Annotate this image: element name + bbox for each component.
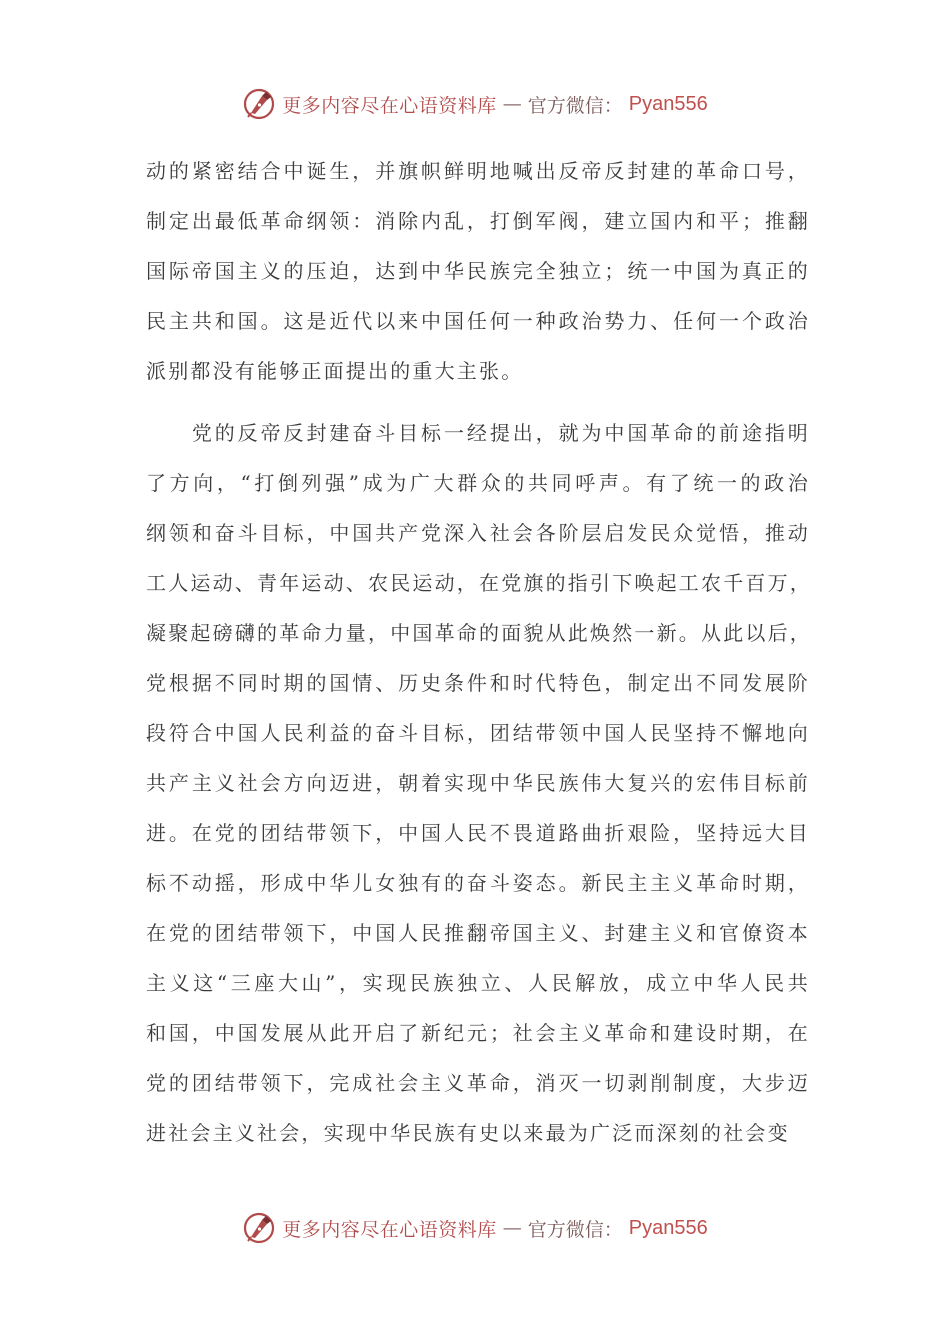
pen-nib-logo-icon <box>242 87 276 121</box>
text-line: 进社会主义社会，实现中华民族有史以来最为广泛而深刻的社会变 <box>146 1121 790 1145</box>
paragraph <box>146 146 810 396</box>
header-brand-text: 更多内容尽在心语资料库 <box>282 94 497 117</box>
text-line: 动的紧密结合中诞生，并旗帜鲜明地喊出反帝反封建的革命口号， <box>146 159 810 183</box>
text-line: 共产主义社会方向迈进，朝着实现中华民族伟大复兴的宏伟目标前 <box>146 771 810 795</box>
footer-wechat-label: 官方微信： <box>527 1218 623 1241</box>
footer-wechat-id: Pyan556 <box>628 1216 708 1239</box>
text-line: 制定出最低革命纲领：消除内乱，打倒军阀，建立国内和平；推翻 <box>146 209 810 233</box>
footer-separator: — <box>502 1217 522 1239</box>
text-line: 党根据不同时期的国情、历史条件和时代特色，制定出不同发展阶 <box>146 671 810 695</box>
header-banner <box>0 84 950 124</box>
text-line: 民主共和国。这是近代以来中国任何一种政治势力、任何一个政治 <box>146 309 810 333</box>
text-line: 国际帝国主义的压迫，达到中华民族完全独立；统一中国为真正的 <box>146 259 810 283</box>
text-line: 党的团结带领下，完成社会主义革命，消灭一切剥削制度，大步迈 <box>146 1071 810 1095</box>
header-separator: — <box>502 93 522 115</box>
pen-nib-logo-icon <box>242 1211 276 1245</box>
text-line: 主义这“三座大山”，实现民族独立、人民解放，成立中华人民共 <box>146 971 810 995</box>
text-line: 在党的团结带领下，中国人民推翻帝国主义、封建主义和官僚资本 <box>146 921 810 945</box>
header-wechat-id: Pyan556 <box>628 92 708 115</box>
text-line: 纲领和奋斗目标，中国共产党深入社会各阶层启发民众觉悟，推动 <box>146 521 810 545</box>
header-wechat-label: 官方微信： <box>527 94 623 117</box>
footer-brand-text: 更多内容尽在心语资料库 <box>282 1218 497 1241</box>
text-line: 了方向，“打倒列强”成为广大群众的共同呼声。有了统一的政治 <box>146 471 810 495</box>
footer-banner <box>0 1208 950 1248</box>
text-line: 进。在党的团结带领下，中国人民不畏道路曲折艰险，坚持远大目 <box>146 821 810 845</box>
text-line: 党的反帝反封建奋斗目标一经提出，就为中国革命的前途指明 <box>146 421 810 445</box>
paragraph <box>146 408 810 1158</box>
text-line: 凝聚起磅礴的革命力量，中国革命的面貌从此焕然一新。从此以后， <box>146 621 812 645</box>
document-body <box>146 146 810 1158</box>
text-line: 段符合中国人民利益的奋斗目标，团结带领中国人民坚持不懈地向 <box>146 721 810 745</box>
text-line: 派别都没有能够正面提出的重大主张。 <box>146 359 524 383</box>
text-line: 标不动摇，形成中华儿女独有的奋斗姿态。新民主主义革命时期， <box>146 871 810 895</box>
text-line: 和国，中国发展从此开启了新纪元；社会主义革命和建设时期，在 <box>146 1021 810 1045</box>
text-line: 工人运动、青年运动、农民运动，在党旗的指引下唤起工农千百万， <box>146 571 812 595</box>
